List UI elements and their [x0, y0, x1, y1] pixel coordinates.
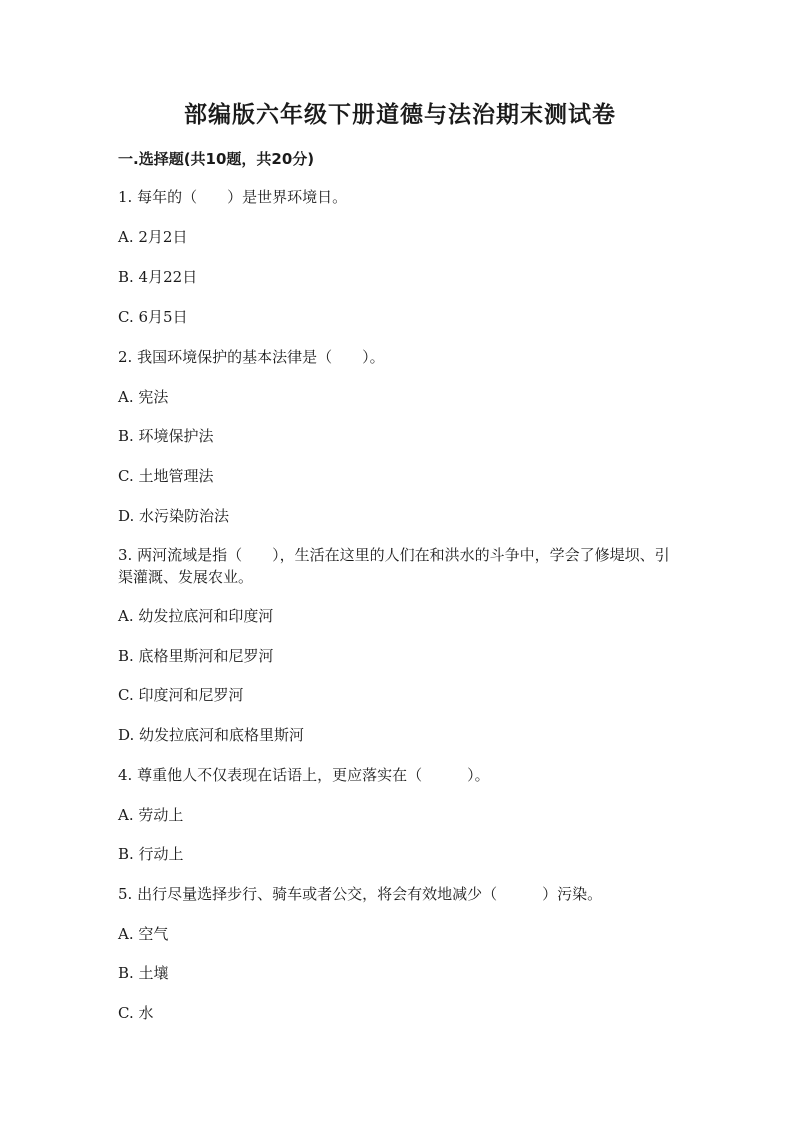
question-3-option-a: A. 幼发拉底河和印度河 [118, 607, 274, 625]
question-1-option-a: A. 2月2日 [118, 228, 188, 246]
question-1-option-c: C. 6月5日 [118, 308, 188, 326]
question-2-option-b: B. 环境保护法 [118, 427, 214, 445]
question-3-option-c: C. 印度河和尼罗河 [118, 686, 244, 704]
question-2-stem: 2. 我国环境保护的基本法律是（ ）。 [118, 348, 385, 366]
question-3-option-b: B. 底格里斯河和尼罗河 [118, 647, 274, 665]
question-1-stem: 1. 每年的（ ）是世界环境日。 [118, 188, 348, 206]
question-2-option-d: D. 水污染防治法 [118, 507, 230, 525]
document-title: 部编版六年级下册道德与法治期末测试卷 [184, 102, 616, 128]
question-3-option-d: D. 幼发拉底河和底格里斯河 [118, 726, 305, 744]
question-2-option-a: A. 宪法 [118, 388, 169, 406]
question-5-option-c: C. 水 [118, 1004, 154, 1022]
question-4-stem: 4. 尊重他人不仅表现在话语上，更应落实在（ ）。 [118, 766, 490, 784]
section-heading: 一.选择题(共10题，共20分) [118, 150, 315, 168]
question-5-option-b: B. 土壤 [118, 964, 169, 982]
question-2-option-c: C. 土地管理法 [118, 467, 214, 485]
question-5-option-a: A. 空气 [118, 925, 169, 943]
question-1-option-b: B. 4月22日 [118, 268, 198, 286]
question-5-stem: 5. 出行尽量选择步行、骑车或者公交，将会有效地减少（ ）污染。 [118, 885, 603, 903]
question-4-option-a: A. 劳动上 [118, 806, 184, 824]
question-4-option-b: B. 行动上 [118, 845, 184, 863]
question-3-stem: 3. 两河流域是指（ ），生活在这里的人们在和洪水的斗争中，学会了修堤坝、引渠灌溉、发展农业。 [118, 546, 670, 586]
